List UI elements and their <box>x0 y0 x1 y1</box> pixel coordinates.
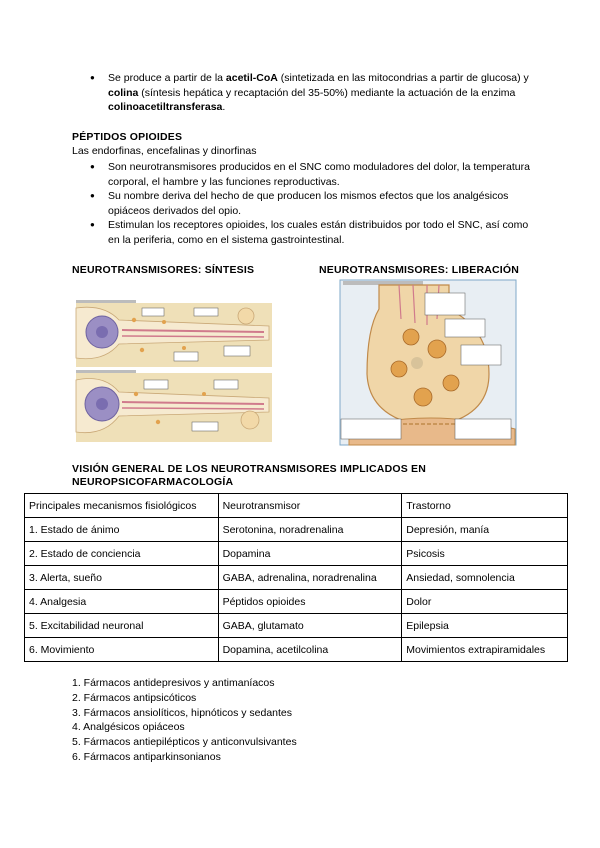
neurotransmitter-table <box>24 493 568 662</box>
table-cell: GABA, adrenalina, noradrenalina <box>218 566 402 590</box>
table-header-cell: Principales mecanismos fisiológicos <box>25 494 219 518</box>
table-cell: 2. Estado de conciencia <box>25 542 219 566</box>
table-header-row <box>25 494 568 518</box>
table-cell: GABA, glutamato <box>218 614 402 638</box>
peptides-bullets <box>90 160 535 247</box>
list-item: 3. Fármacos ansiolíticos, hipnóticos y sedantes <box>72 706 293 719</box>
table-cell: Movimientos extrapiramidales <box>402 638 568 662</box>
table-row <box>25 638 568 662</box>
table-cell: 1. Estado de ánimo <box>25 518 219 542</box>
release-heading: NEUROTRANSMISORES: LIBERACIÓN <box>319 264 520 276</box>
table-row <box>25 566 568 590</box>
table-cell: Péptidos opioides <box>218 590 402 614</box>
peptides-bullet: ● Su nombre deriva del hecho de que producen los mismos efectos que los analgésicos opiáceos derivados del opio. <box>90 189 535 218</box>
peptides-bullet: ● Estimulan los receptores opioides, los cuales están distribuidos por todo el SNC, así como en la periferia, como en el sistema gastrointestinal. <box>90 218 535 247</box>
table-cell: 6. Movimiento <box>25 638 219 662</box>
list-item: 5. Fármacos antiepilépticos y anticonvulsivantes <box>72 736 297 749</box>
peptides-bullet: ● Son neurotransmisores producidos en el SNC como moduladores del dolor, la temperatura corporal, el hambre y las funciones reproductivas. <box>90 160 535 189</box>
table-row <box>25 590 568 614</box>
table-cell: Epilepsia <box>402 614 568 638</box>
table-cell: 3. Alerta, sueño <box>25 566 219 590</box>
list-item: 4. Analgésicos opiáceos <box>72 721 185 734</box>
synthesis-diagram <box>74 298 274 444</box>
table-cell: Dopamina, acetilcolina <box>218 638 402 662</box>
table-header-cell: Neurotransmisor <box>218 494 402 518</box>
overview-heading-line1: VISIÓN GENERAL DE LOS NEUROTRANSMISORES IMPLICADOS EN <box>72 463 427 475</box>
release-diagram <box>339 279 517 446</box>
table-header-cell: Trastorno <box>402 494 568 518</box>
table-cell: Psicosis <box>402 542 568 566</box>
peptides-heading: PÉPTIDOS OPIOIDES <box>72 131 183 143</box>
table-cell: 5. Excitabilidad neuronal <box>25 614 219 638</box>
overview-heading <box>72 463 426 489</box>
acetylcholine-bullet: ● Se produce a partir de la acetil-CoA (sintetizada en las mitocondrias a partir de glucosa) y colina (síntesis hepática y recaptación del 35-50%) mediante la actuación de la enzima colinoacetiltransferasa. <box>90 71 535 115</box>
table-cell: 4. Analgesia <box>25 590 219 614</box>
overview-heading-line2: NEUROPSICOFARMACOLOGÍA <box>72 476 234 488</box>
drug-list <box>72 676 297 765</box>
table-cell: Serotonina, noradrenalina <box>218 518 402 542</box>
table-cell: Depresión, manía <box>402 518 568 542</box>
synthesis-figure <box>74 298 274 444</box>
table-cell: Dolor <box>402 590 568 614</box>
list-item: 1. Fármacos antidepresivos y antimaníacos <box>72 677 275 689</box>
list-item: 2. Fármacos antipsicóticos <box>72 691 197 704</box>
list-item: 6. Fármacos antiparkinsonianos <box>72 750 221 763</box>
table-row <box>25 518 568 542</box>
acetylcholine-list <box>90 71 535 115</box>
release-figure <box>339 279 517 446</box>
peptides-intro: Las endorfinas, encefalinas y dinorfinas <box>72 145 257 157</box>
table-row <box>25 614 568 638</box>
table-row <box>25 542 568 566</box>
synthesis-heading: NEUROTRANSMISORES: SÍNTESIS <box>72 264 255 276</box>
table-cell: Ansiedad, somnolencia <box>402 566 568 590</box>
table-cell: Dopamina <box>218 542 402 566</box>
